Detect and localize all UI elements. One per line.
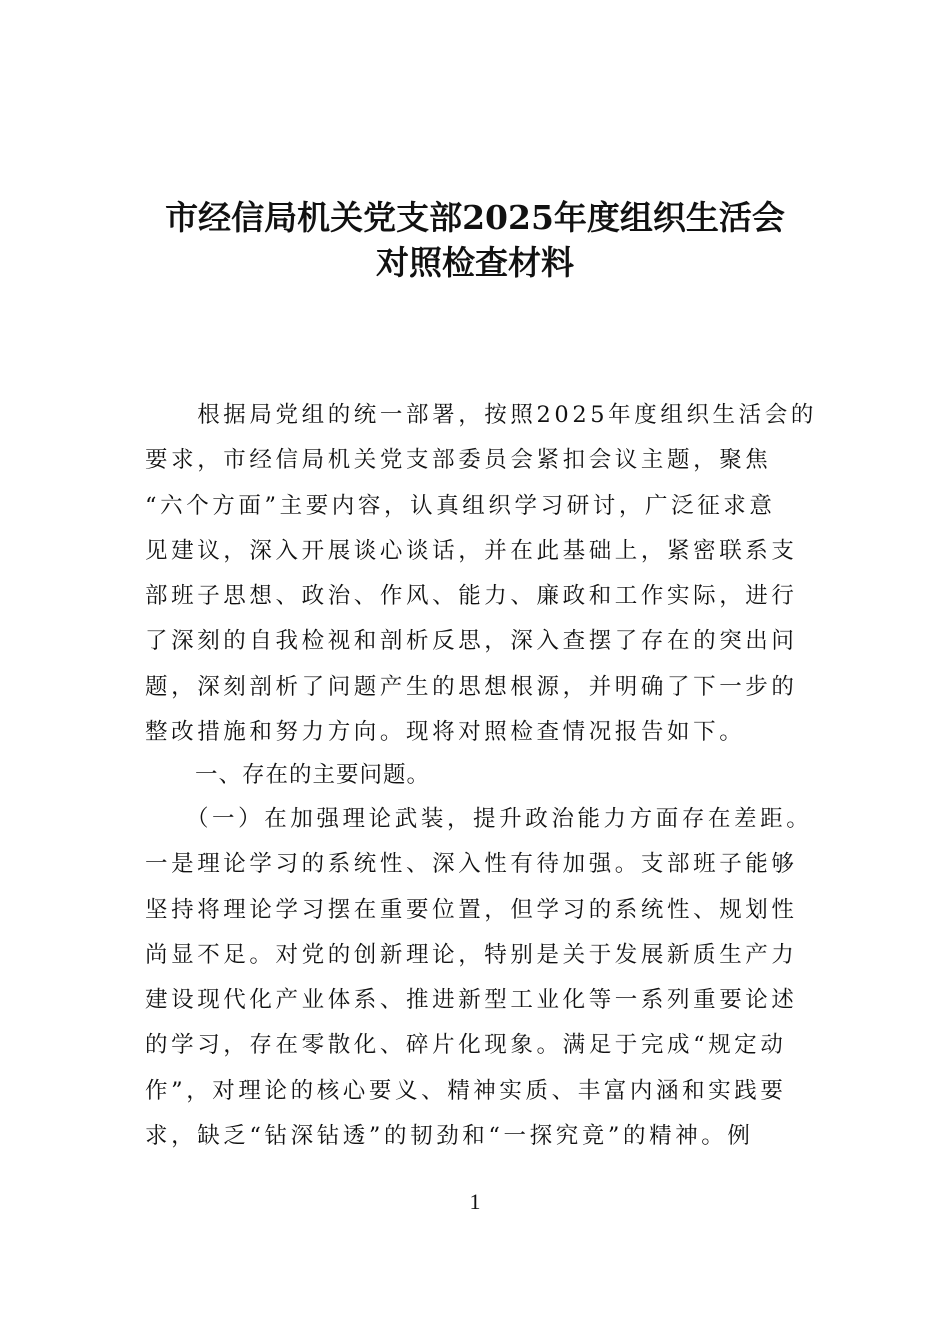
intro-line: 见建议，深入开展谈心谈话，并在此基础上，紧密联系支	[145, 537, 798, 564]
document-title-line-2: 对照检查材料	[376, 243, 574, 282]
section-1-paragraph	[145, 797, 813, 1159]
section-line: 坚持将理论学习摆在重要位置，但学习的系统性、规划性	[145, 896, 798, 923]
intro-line: 要求，市经信局机关党支部委员会紧扣会议主题，聚焦	[145, 447, 772, 474]
section-line: 一是理论学习的系统性、深入性有待加强。支部班子能够	[145, 851, 798, 878]
intro-line: 根据局党组的统一部署，按照2025年度组织生活会的	[145, 402, 817, 428]
intro-line: 整改措施和努力方向。现将对照检查情况报告如下。	[145, 719, 746, 746]
intro-line: 部班子思想、政治、作风、能力、廉政和工作实际，进行	[145, 583, 798, 610]
page-number: 1	[469, 1189, 481, 1214]
section-line: 的学习，存在零散化、碎片化现象。满足于完成“规定动	[145, 1032, 787, 1059]
intro-line: “六个方面”主要内容，认真组织学习研讨，广泛征求意	[145, 492, 776, 519]
intro-line: 了深刻的自我检视和剖析反思，深入查摆了存在的突出问	[145, 628, 798, 655]
section-line: 求，缺乏“钻深钻透”的韧劲和“一探究竟”的精神。例	[145, 1123, 754, 1150]
section-line: （一）在加强理论武装，提升政治能力方面存在差距。	[145, 806, 813, 832]
section-line: 建设现代化产业体系、推进新型工业化等一系列重要论述	[145, 987, 798, 1014]
section-line: 尚显不足。对党的创新理论，特别是关于发展新质生产力	[145, 941, 798, 968]
section-line: 作”，对理论的核心要义、精神实质、丰富内涵和实践要	[145, 1077, 787, 1104]
section-heading: 一、存在的主要问题。	[195, 762, 431, 788]
intro-paragraph	[145, 393, 817, 755]
intro-line: 题，深刻剖析了问题产生的思想根源，并明确了下一步的	[145, 673, 798, 700]
document-title-line-1: 市经信局机关党支部2025年度组织生活会	[165, 198, 785, 237]
